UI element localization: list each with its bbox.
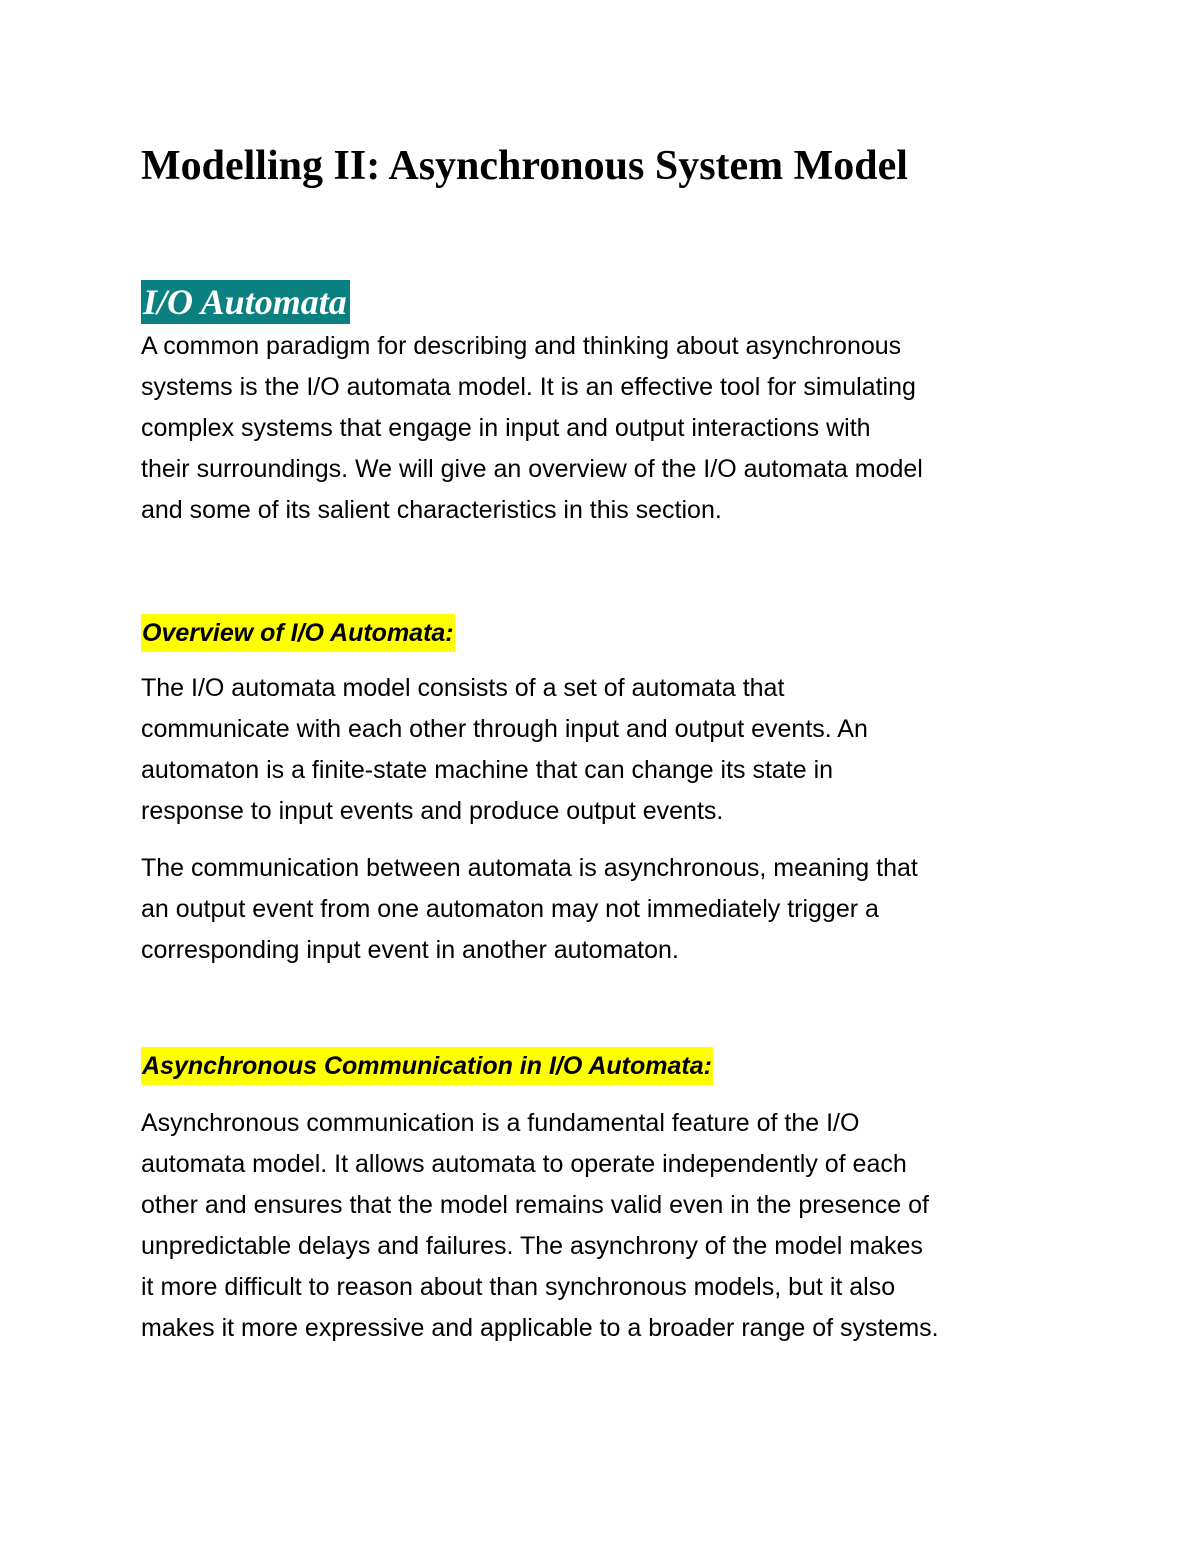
- text-line: it more difficult to reason about than synchronous models, but it also: [141, 1273, 896, 1301]
- text-line: Asynchronous communication is a fundamental feature of the I/O: [141, 1109, 860, 1137]
- section-heading-overview: Overview of I/O Automata:: [141, 614, 455, 652]
- page-title: Modelling II: Asynchronous System Model: [141, 143, 908, 189]
- text-line: their surroundings. We will give an overview of the I/O automata model: [141, 455, 923, 483]
- text-line: systems is the I/O automata model. It is an effective tool for simulating: [141, 373, 916, 401]
- intro-paragraph: [141, 326, 923, 531]
- async-communication-paragraph: [141, 1103, 939, 1349]
- overview-paragraph-2: [141, 848, 918, 971]
- overview-paragraph-1: [141, 668, 868, 832]
- section-title-io-automata: I/O Automata: [141, 280, 350, 324]
- text-line: makes it more expressive and applicable to a broader range of systems.: [141, 1314, 939, 1342]
- text-line: automata model. It allows automata to operate independently of each: [141, 1150, 907, 1178]
- text-line: other and ensures that the model remains valid even in the presence of: [141, 1191, 929, 1219]
- text-line: The communication between automata is asynchronous, meaning that: [141, 854, 918, 882]
- text-line: and some of its salient characteristics in this section.: [141, 496, 722, 524]
- text-line: communicate with each other through input and output events. An: [141, 715, 868, 743]
- text-line: an output event from one automaton may not immediately trigger a: [141, 895, 879, 923]
- text-line: corresponding input event in another automaton.: [141, 936, 679, 964]
- text-line: unpredictable delays and failures. The asynchrony of the model makes: [141, 1232, 923, 1260]
- text-line: response to input events and produce output events.: [141, 797, 724, 825]
- section-heading-async-communication: Asynchronous Communication in I/O Automata:: [141, 1047, 713, 1085]
- text-line: automaton is a finite-state machine that can change its state in: [141, 756, 834, 784]
- text-line: complex systems that engage in input and output interactions with: [141, 414, 871, 442]
- text-line: A common paradigm for describing and thinking about asynchronous: [141, 332, 902, 360]
- text-line: The I/O automata model consists of a set of automata that: [141, 674, 785, 702]
